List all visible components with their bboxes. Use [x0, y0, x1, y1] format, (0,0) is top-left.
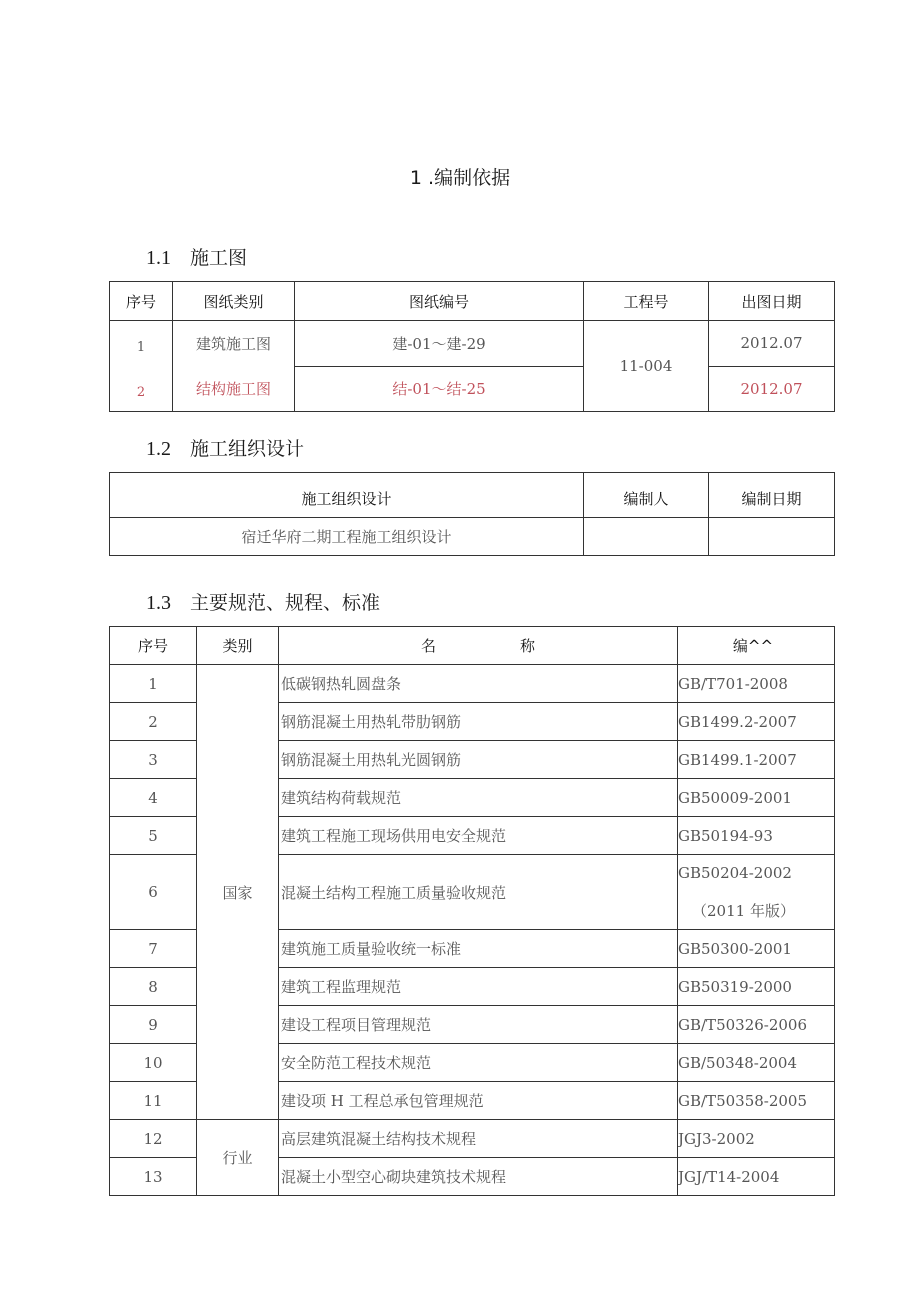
row-code: GB1499.1-2007 — [678, 741, 835, 779]
section-1-number: 1.1 — [146, 247, 171, 269]
row-code: GB50300-2001 — [678, 930, 835, 968]
document-title: 1 .编制依据 — [409, 167, 511, 189]
header-name-part-1: 名 — [420, 637, 436, 655]
table-row — [110, 366, 835, 412]
project-no-cell: 11-004 — [584, 321, 709, 412]
row-name: 建筑工程监理规范 — [279, 968, 678, 1006]
row-code-multi — [678, 855, 835, 930]
row-code: GB50009-2001 — [678, 779, 835, 817]
row-name: 安全防范工程技术规范 — [279, 1044, 678, 1082]
plan-table — [109, 472, 835, 556]
row-name: 低碳钢热轧圆盘条 — [279, 665, 678, 703]
row-name: 建筑施工质量验收统一标准 — [279, 930, 678, 968]
row-no: 1 — [110, 665, 197, 703]
header-code: 图纸编号 — [295, 282, 584, 321]
header-date: 出图日期 — [709, 282, 835, 321]
table-row — [110, 518, 835, 556]
row-code: GB50194-93 — [678, 817, 835, 855]
row-name: 建设项 H 工程总承包管理规范 — [279, 1082, 678, 1120]
row-name: 混凝土小型空心砌块建筑技术规程 — [279, 1158, 678, 1196]
row-no: 3 — [110, 741, 197, 779]
section-2-number: 1.2 — [146, 438, 171, 460]
row-category: 建筑施工图 — [173, 321, 295, 367]
row-no: 7 — [110, 930, 197, 968]
row-name: 建筑结构荷载规范 — [279, 779, 678, 817]
header-code: 编^^ — [678, 627, 835, 665]
section-3-title: 主要规范、规程、标准 — [190, 592, 381, 614]
row-code: GB/T50358-2005 — [678, 1082, 835, 1120]
row-no: 1 — [110, 321, 173, 367]
row-category: 结构施工图 — [173, 366, 295, 412]
table-row — [110, 1120, 835, 1158]
row-no: 13 — [110, 1158, 197, 1196]
row-no: 5 — [110, 817, 197, 855]
section-2-heading — [146, 434, 304, 461]
section-3-number: 1.3 — [146, 592, 171, 614]
row-name: 钢筋混凝土用热轧光圆钢筋 — [279, 741, 678, 779]
row-no: 12 — [110, 1120, 197, 1158]
header-name-part-2: 称 — [520, 637, 536, 655]
section-1-title: 施工图 — [190, 247, 248, 269]
header-no: 序号 — [110, 627, 197, 665]
plan-name: 宿迁华府二期工程施工组织设计 — [110, 518, 584, 556]
row-code: JGJ3-2002 — [678, 1120, 835, 1158]
row-name: 钢筋混凝土用热轧带肋钢筋 — [279, 703, 678, 741]
header-type: 类别 — [197, 627, 279, 665]
row-name: 建设工程项目管理规范 — [279, 1006, 678, 1044]
header-author: 编制人 — [584, 473, 709, 518]
standards-table — [109, 626, 835, 1196]
row-no: 6 — [110, 855, 197, 930]
row-no: 4 — [110, 779, 197, 817]
row-date: 2012.07 — [709, 366, 835, 412]
header-name — [279, 627, 678, 665]
row-no: 11 — [110, 1082, 197, 1120]
table-row — [110, 321, 835, 367]
row-code: GB50204-2002 — [678, 864, 792, 882]
row-code: JGJ/T14-2004 — [678, 1158, 835, 1196]
row-date: 2012.07 — [709, 321, 835, 367]
header-project-no: 工程号 — [584, 282, 709, 321]
section-1-heading — [146, 243, 247, 270]
row-name: 混凝土结构工程施工质量验收规范 — [279, 855, 678, 930]
row-no: 2 — [110, 366, 173, 412]
plan-date — [709, 518, 835, 556]
row-no: 10 — [110, 1044, 197, 1082]
group-national: 国家 — [197, 665, 279, 1120]
header-no: 序号 — [110, 282, 173, 321]
header-category: 图纸类别 — [173, 282, 295, 321]
row-name: 建筑工程施工现场供用电安全规范 — [279, 817, 678, 855]
plan-header-row — [110, 473, 835, 518]
drawings-table — [109, 281, 835, 412]
row-code: GB1499.2-2007 — [678, 703, 835, 741]
section-2-title: 施工组织设计 — [190, 438, 305, 460]
row-no: 8 — [110, 968, 197, 1006]
standards-header-row — [110, 627, 835, 665]
row-code: GB/50348-2004 — [678, 1044, 835, 1082]
row-code: 结-01～结-25 — [295, 366, 584, 412]
group-industry: 行业 — [197, 1120, 279, 1196]
row-code-note: （2011 年版） — [692, 902, 795, 920]
row-no: 2 — [110, 703, 197, 741]
row-code: GB/T50326-2006 — [678, 1006, 835, 1044]
drawings-header-row — [110, 282, 835, 321]
section-3-heading — [146, 588, 380, 615]
row-name: 高层建筑混凝土结构技术规程 — [279, 1120, 678, 1158]
row-no: 9 — [110, 1006, 197, 1044]
row-code: GB50319-2000 — [678, 968, 835, 1006]
row-code: 建-01～建-29 — [295, 321, 584, 367]
plan-author — [584, 518, 709, 556]
header-plan-name: 施工组织设计 — [110, 473, 584, 518]
table-row — [110, 665, 835, 703]
row-code: GB/T701-2008 — [678, 665, 835, 703]
header-plan-date: 编制日期 — [709, 473, 835, 518]
